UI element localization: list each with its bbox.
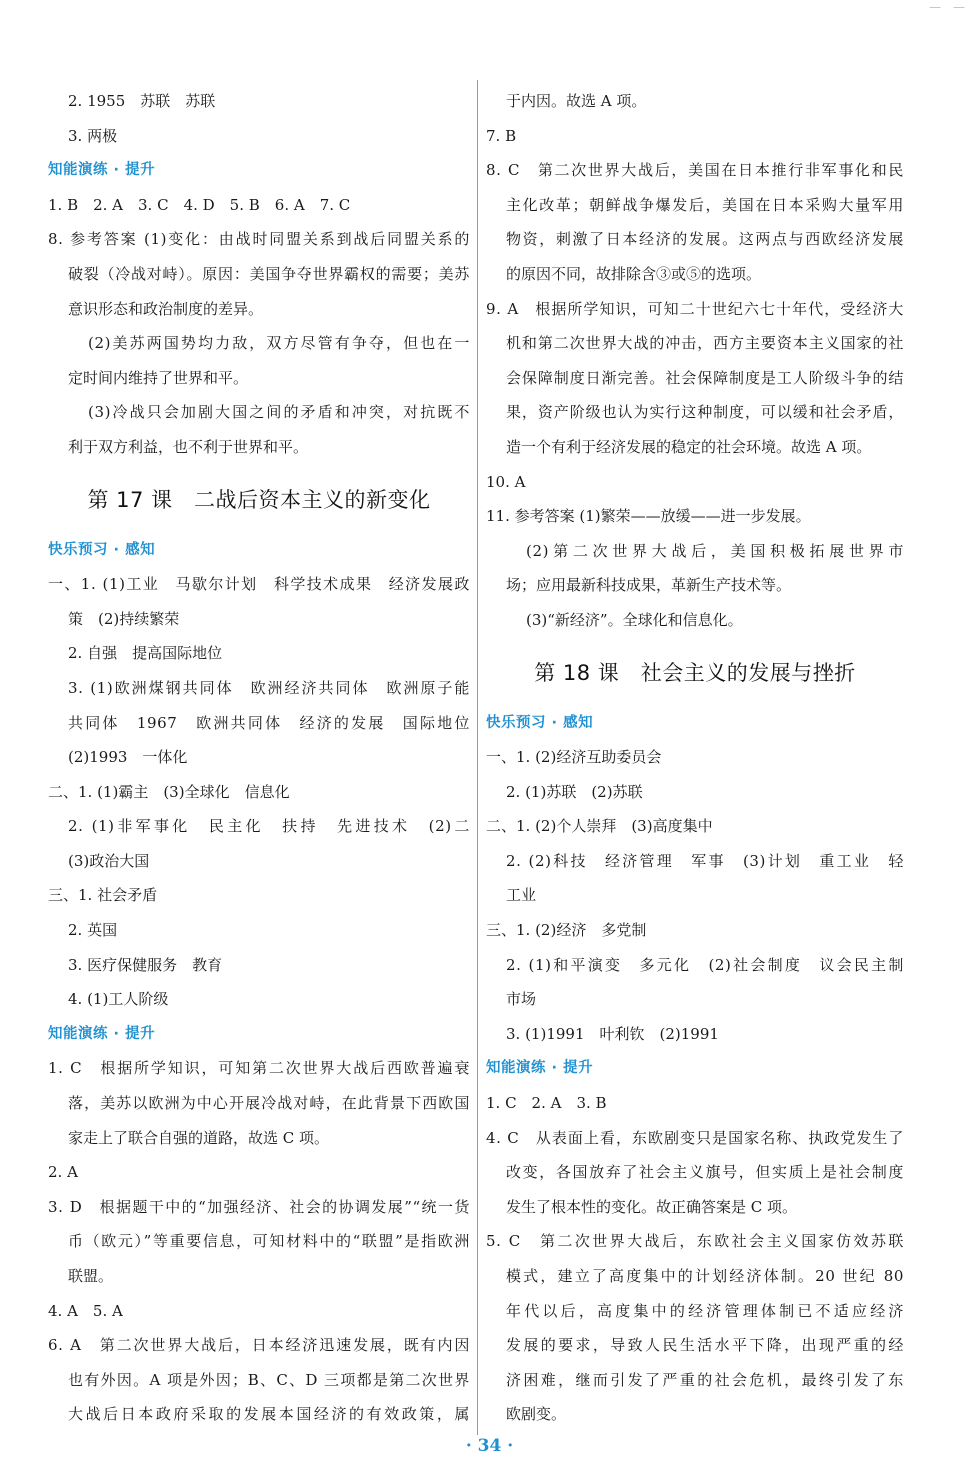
- text-line: 二、1. (1)霸主 (3)全球化 信息化: [48, 782, 290, 801]
- text-line: 3. 两极: [68, 126, 118, 145]
- text-line: 8. 参考答案 (1)变化：由战时同盟关系到战后同盟关系的: [48, 230, 470, 249]
- text-line: 主化改革；朝鲜战争爆发后，美国在日本采购大量军用: [506, 195, 904, 214]
- text-line: 三、1. 社会矛盾: [48, 886, 158, 905]
- text-line: 8. C 第二次世界大战后，美国在日本推行非军事化和民: [486, 161, 904, 180]
- text-line: 欧剧变。: [506, 1405, 567, 1424]
- text-line: 3. (1)欧洲煤钢共同体 欧洲经济共同体 欧洲原子能: [68, 678, 470, 697]
- text-line: 物资，刺激了日本经济的发展。这两点与西欧经济发展: [506, 230, 904, 249]
- text-line: 3. (1)1991 叶利钦 (2)1991: [506, 1024, 719, 1043]
- text-line: 3. D 根据题干中的“加强经济、社会的协调发展”“统一货: [48, 1197, 470, 1216]
- text-line: 1. C 2. A 3. B: [486, 1094, 607, 1113]
- text-line: 11. 参考答案 (1)繁荣——放缓——进一步发展。: [486, 507, 811, 526]
- text-line: 济困难，继而引发了严重的社会危机，最终引发了东: [506, 1370, 904, 1389]
- right-column: [486, 84, 904, 1432]
- section-heading: 快乐预习 · 感知: [486, 714, 594, 731]
- text-line: 年代以后，高度集中的经济管理体制已不适应经济: [506, 1301, 904, 1320]
- text-line: 2. A: [48, 1163, 78, 1182]
- text-line: 发生了根本性的变化。故正确答案是 C 项。: [506, 1197, 798, 1216]
- text-line: (3)“新经济”。全球化和信息化。: [526, 610, 743, 629]
- section-heading: 知能演练 · 提升: [48, 162, 156, 179]
- text-line: 币（欧元）”等重要信息，可知材料中的“联盟”是指欧洲: [68, 1232, 470, 1251]
- text-line: 2. 1955 苏联 苏联: [68, 92, 216, 110]
- text-line: 2. 英国: [68, 921, 118, 940]
- text-line: 果，资产阶级也认为实行这种制度，可以缓和社会矛盾，: [506, 403, 904, 422]
- text-line: 2. (1)和平演变 多元化 (2)社会制度 议会民主制: [506, 955, 904, 974]
- text-line: 2. 自强 提高国际地位: [68, 644, 223, 663]
- text-line: 改变，各国放弃了社会主义旗号，但实质上是社会制度: [506, 1163, 904, 1182]
- section-heading: 快乐预习 · 感知: [48, 541, 156, 558]
- text-line: 6. A 第二次世界大战后，日本经济迅速发展，既有内因: [48, 1336, 470, 1355]
- text-line: 一、1. (2)经济互助委员会: [486, 748, 662, 767]
- text-line: 家走上了联合自强的道路，故选 C 项。: [68, 1128, 330, 1147]
- text-line: 10. A: [486, 472, 526, 491]
- text-line: 破裂（冷战对峙）。原因：美国争夺世界霸权的需要；美苏: [68, 264, 470, 283]
- text-line: 4. A 5. A: [48, 1301, 123, 1320]
- text-line: 造一个有利于经济发展的稳定的社会环境。故选 A 项。: [506, 437, 872, 456]
- text-line: 场；应用最新科技成果，革新生产技术等。: [506, 576, 792, 595]
- text-line: 定时间内维持了世界和平。: [68, 368, 249, 387]
- text-line: 2. (1)非军事化 民主化 扶持 先进技术 (2)二: [68, 817, 470, 836]
- text-line: 也有外因。A 项是外因；B、C、D 三项都是第二次世界: [68, 1370, 470, 1389]
- text-line: 1. C 根据所学知识，可知第二次世界大战后西欧普遍衰: [48, 1059, 470, 1078]
- text-line: 机和第二次世界大战的冲击，西方主要资本主义国家的社: [506, 334, 904, 353]
- text-line: 落，美苏以欧洲为中心开展冷战对峙，在此背景下西欧国: [68, 1094, 470, 1113]
- text-line: 5. C 第二次世界大战后，东欧社会主义国家仿效苏联: [486, 1232, 904, 1251]
- text-line: (2)美苏两国势均力敌，双方尽管有争夺，但也在一: [88, 334, 470, 353]
- page-number: · 34 ·: [465, 1436, 514, 1456]
- text-line: 4. (1)工人阶级: [68, 990, 169, 1009]
- lesson-title: 第 18 课 社会主义的发展与挫折: [534, 660, 856, 685]
- text-line: 2. (2)科技 经济管理 军事 (3)计划 重工业 轻: [506, 851, 904, 870]
- text-line: 工业: [506, 886, 537, 905]
- text-line: (3)政治大国: [68, 851, 150, 870]
- text-line: 的原因不同，故排除含③或⑤的选项。: [506, 264, 762, 283]
- lesson-title: 第 17 课 二战后资本主义的新变化: [87, 487, 431, 512]
- text-line: 2. (1)苏联 (2)苏联: [506, 782, 643, 801]
- text-line: 模式，建立了高度集中的计划经济体制。20 世纪 80: [506, 1267, 904, 1285]
- text-line: 7. B: [486, 126, 517, 145]
- text-line: 4. C 从表面上看，东欧剧变只是国家名称、执政党发生了: [486, 1128, 904, 1147]
- text-line: 9. A 根据所学知识，可知二十世纪六七十年代，受经济大: [486, 299, 904, 318]
- text-line: (3)冷战只会加剧大国之间的矛盾和冲突，对抗既不: [88, 403, 470, 422]
- text-line: 三、1. (2)经济 多党制: [486, 921, 647, 940]
- text-line: (2)第二次世界大战后，美国积极拓展世界市: [526, 541, 904, 560]
- text-line: 联盟。: [68, 1267, 114, 1285]
- section-heading: 知能演练 · 提升: [486, 1060, 594, 1077]
- left-column: [48, 84, 470, 1432]
- text-line: 于内因。故选 A 项。: [506, 92, 647, 110]
- text-line: 共同体 1967 欧洲共同体 经济的发展 国际地位: [68, 713, 470, 732]
- text-line: 策 (2)持续繁荣: [68, 609, 180, 628]
- text-line: 二、1. (2)个人崇拜 (3)高度集中: [486, 817, 713, 836]
- text-line: 1. B 2. A 3. C 4. D 5. B 6. A 7. C: [48, 195, 351, 214]
- column-divider: [477, 80, 478, 1435]
- text-line: 一、1. (1)工业 马歇尔计划 科学技术成果 经济发展政: [48, 575, 470, 594]
- text-line: 利于双方利益，也不利于世界和平。: [68, 437, 309, 456]
- text-line: 大战后日本政府采取的发展本国经济的有效政策，属: [68, 1405, 470, 1424]
- text-line: 意识形态和政治制度的差异。: [68, 299, 264, 318]
- text-line: 会保障制度日渐完善。社会保障制度是工人阶级斗争的结: [506, 368, 904, 387]
- text-line: 发展的要求，导致人民生活水平下降，出现严重的经: [506, 1336, 904, 1355]
- text-line: (2)1993 一体化: [68, 748, 188, 767]
- corner-mark: — —: [929, 0, 969, 14]
- text-line: 3. 医疗保健服务 教育: [68, 955, 223, 974]
- text-line: 市场: [506, 990, 537, 1009]
- section-heading: 知能演练 · 提升: [48, 1025, 156, 1042]
